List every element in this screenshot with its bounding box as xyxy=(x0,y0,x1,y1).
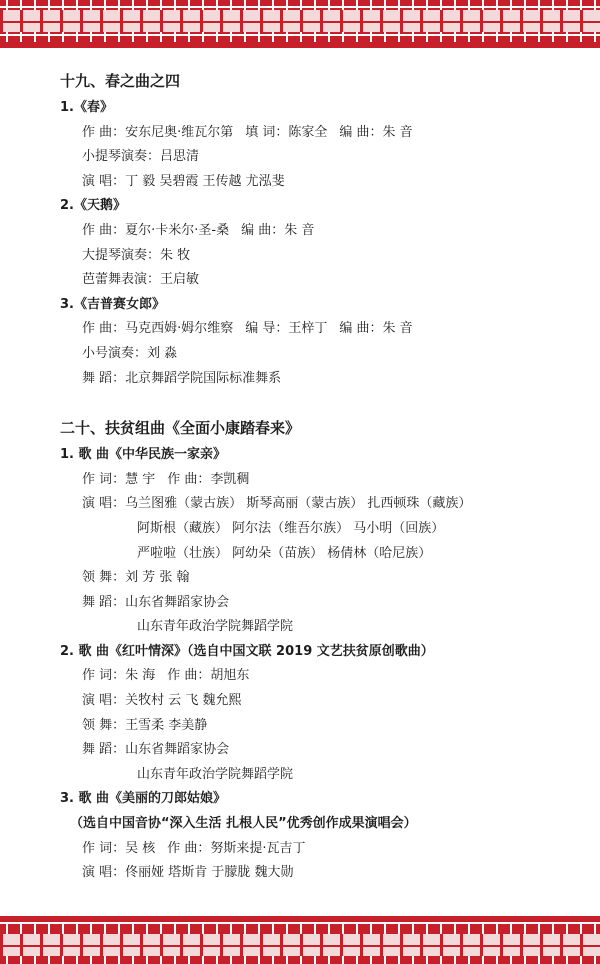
credit-choreographer: 编 导：王梓丁 xyxy=(245,321,328,337)
credit-lyricist: 作 词：慧 宇 xyxy=(82,471,156,487)
item-title: 3.《吉普赛女郎》 xyxy=(60,296,165,312)
credit-composer: 作 曲：努斯来提·瓦吉丁 xyxy=(167,840,306,856)
top-lattice-pattern xyxy=(0,10,600,32)
credit-composer: 作 曲：夏尔·卡米尔·圣-桑 xyxy=(82,222,230,238)
section-title: 十九、春之曲之四 xyxy=(60,72,181,90)
credit-arranger: 编 曲：朱 音 xyxy=(241,222,315,238)
bottom-decorative-border xyxy=(0,916,600,964)
item-title: 2.《天鹅》 xyxy=(60,198,126,214)
credit-line: 领 舞：刘 芳 张 翰 xyxy=(82,570,190,586)
credit-line: 阿斯根（藏族） 阿尔法（维吾尔族） 马小明（回族） xyxy=(137,520,445,536)
credit-line: 舞 蹈：山东省舞蹈家协会 xyxy=(82,742,230,758)
credit-line: 芭蕾舞表演：王启敏 xyxy=(82,272,200,288)
top-decorative-border xyxy=(0,0,600,48)
credit-line: 演 唱：丁 毅 吴碧霞 王传越 尤泓斐 xyxy=(82,173,285,189)
credit-line xyxy=(60,317,580,342)
credit-line: 领 舞：王雪柔 李美静 xyxy=(82,717,208,733)
credit-line xyxy=(60,468,580,493)
credit-line xyxy=(60,121,580,146)
credit-line: 演 唱：关牧村 云 飞 魏允熙 xyxy=(82,693,242,709)
credit-composer: 作 曲：李凯稠 xyxy=(167,471,250,487)
top-border-line xyxy=(0,42,600,48)
credit-lyricist: 填 词：陈家全 xyxy=(245,124,328,140)
credit-composer: 作 曲：安东尼奥·维瓦尔第 xyxy=(82,124,234,140)
item-title: 1.《春》 xyxy=(60,100,113,115)
credit-arranger: 编 曲：朱 音 xyxy=(339,124,413,140)
bottom-border-line xyxy=(0,916,600,922)
item-subtitle: （选自中国音协“深入生活 扎根人民”优秀创作成果演唱会） xyxy=(70,816,417,832)
credit-line: 小号演奏：刘 淼 xyxy=(82,345,178,361)
credit-line: 演 唱：乌兰图雅（蒙古族） 斯琴高丽（蒙古族） 扎西顿珠（藏族） xyxy=(82,496,472,512)
section-title: 二十、扶贫组曲《全面小康踏春来》 xyxy=(60,419,301,438)
credit-lyricist: 作 词：朱 海 xyxy=(82,668,156,684)
credit-line: 小提琴演奏：吕思清 xyxy=(82,149,200,165)
bottom-lattice-pattern xyxy=(0,934,600,956)
credit-line: 大提琴演奏：朱 牧 xyxy=(82,247,191,263)
credit-line: 山东青年政治学院舞蹈学院 xyxy=(137,766,294,782)
credit-line xyxy=(60,837,580,862)
credit-arranger: 编 曲：朱 音 xyxy=(339,321,413,337)
credit-composer: 作 曲：胡旭东 xyxy=(167,668,250,684)
section-spacer xyxy=(60,391,580,413)
credit-lyricist: 作 词：吴 核 xyxy=(82,840,156,856)
credit-line: 严啦啦（壮族） 阿幼朵（苗族） 杨倩林（哈尼族） xyxy=(137,545,432,561)
credit-line xyxy=(60,219,580,244)
item-title: 1. 歌 曲《中华民族一家亲》 xyxy=(60,447,227,463)
credit-line: 舞 蹈：山东省舞蹈家协会 xyxy=(82,594,230,610)
item-title: 2. 歌 曲《红叶情深》（选自中国文联 2019 文艺扶贫原创歌曲） xyxy=(60,643,434,659)
credit-composer: 作 曲：马克西姆·姆尔维察 xyxy=(82,321,234,337)
item-title: 3. 歌 曲《美丽的刀郎姑娘》 xyxy=(60,791,227,807)
credit-line: 舞 蹈：北京舞蹈学院国际标准舞系 xyxy=(82,370,282,386)
credit-line: 演 唱：佟丽娅 塔斯肯 于朦胧 魏大勋 xyxy=(82,865,294,881)
credit-line: 山东青年政治学院舞蹈学院 xyxy=(137,619,294,635)
program-content xyxy=(60,66,580,886)
credit-line xyxy=(60,664,580,689)
